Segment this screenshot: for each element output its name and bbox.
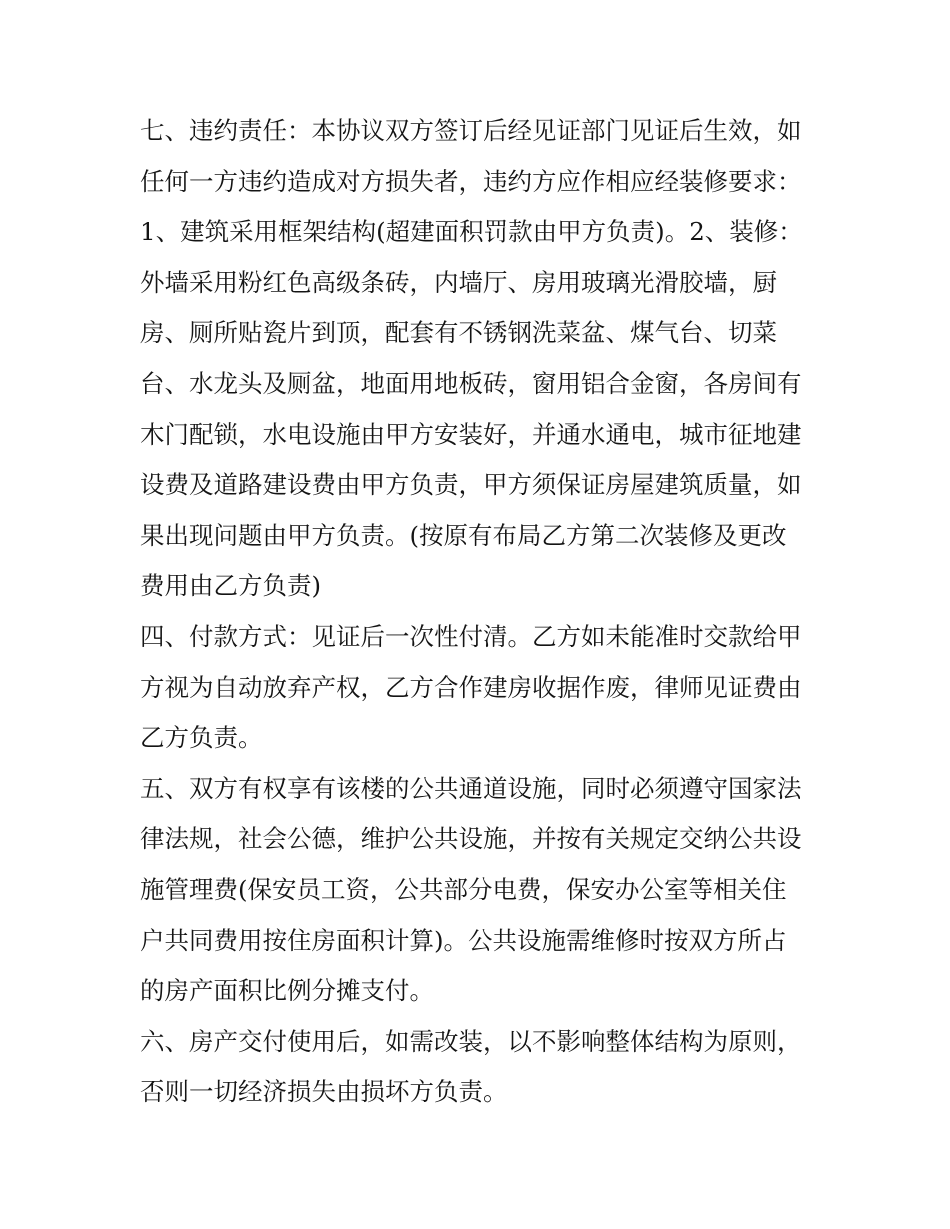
- text-line: 1、建筑采用框架结构(超建面积罚款由甲方负责)。2、装修：: [140, 217, 803, 247]
- text-line: 木门配锁，水电设施由甲方安装好，并通水通电，城市征地建: [140, 419, 802, 449]
- text-line: 果出现问题由甲方负责。(按原有布局乙方第二次装修及更改: [140, 520, 787, 550]
- text-line: 律法规，社会公德，维护公共设施，并按有关规定交纳公共设: [140, 824, 802, 854]
- text-line: 户共同费用按住房面积计算)。公共设施需维修时按双方所占: [140, 925, 787, 955]
- text-line: 乙方负责。: [140, 723, 263, 753]
- text-line: 施管理费(保安员工资，公共部分电费，保安办公室等相关住: [140, 874, 787, 904]
- text-line: 任何一方违约造成对方损失者，违约方应作相应经装修要求：: [140, 166, 802, 196]
- text-line: 方视为自动放弃产权，乙方合作建房收据作废，律师见证费由: [140, 672, 802, 702]
- text-line: 台、水龙头及厕盆，地面用地板砖，窗用铝合金窗，各房间有: [140, 368, 802, 398]
- text-line: 设费及道路建设费由甲方负责，甲方须保证房屋建筑质量，如: [140, 470, 802, 500]
- text-line: 五、双方有权享有该楼的公共通道设施，同时必须遵守国家法: [140, 773, 802, 803]
- text-line: 六、房产交付使用后，如需改装，以不影响整体结构为原则，: [140, 1026, 802, 1056]
- text-line: 否则一切经济损失由损坏方负责。: [140, 1077, 508, 1107]
- text-line: 四、付款方式：见证后一次性付清。乙方如未能准时交款给甲: [140, 621, 802, 651]
- document-body: [140, 106, 820, 1118]
- text-line: 外墙采用粉红色高级条砖，内墙厅、房用玻璃光滑胶墙，厨: [140, 267, 777, 297]
- text-line: 费用由乙方负责): [140, 571, 322, 601]
- text-line: 房、厕所贴瓷片到顶，配套有不锈钢洗菜盆、煤气台、切菜: [140, 318, 777, 348]
- text-line: 的房产面积比例分摊支付。: [140, 976, 434, 1006]
- text-line: 七、违约责任：本协议双方签订后经见证部门见证后生效，如: [140, 116, 802, 145]
